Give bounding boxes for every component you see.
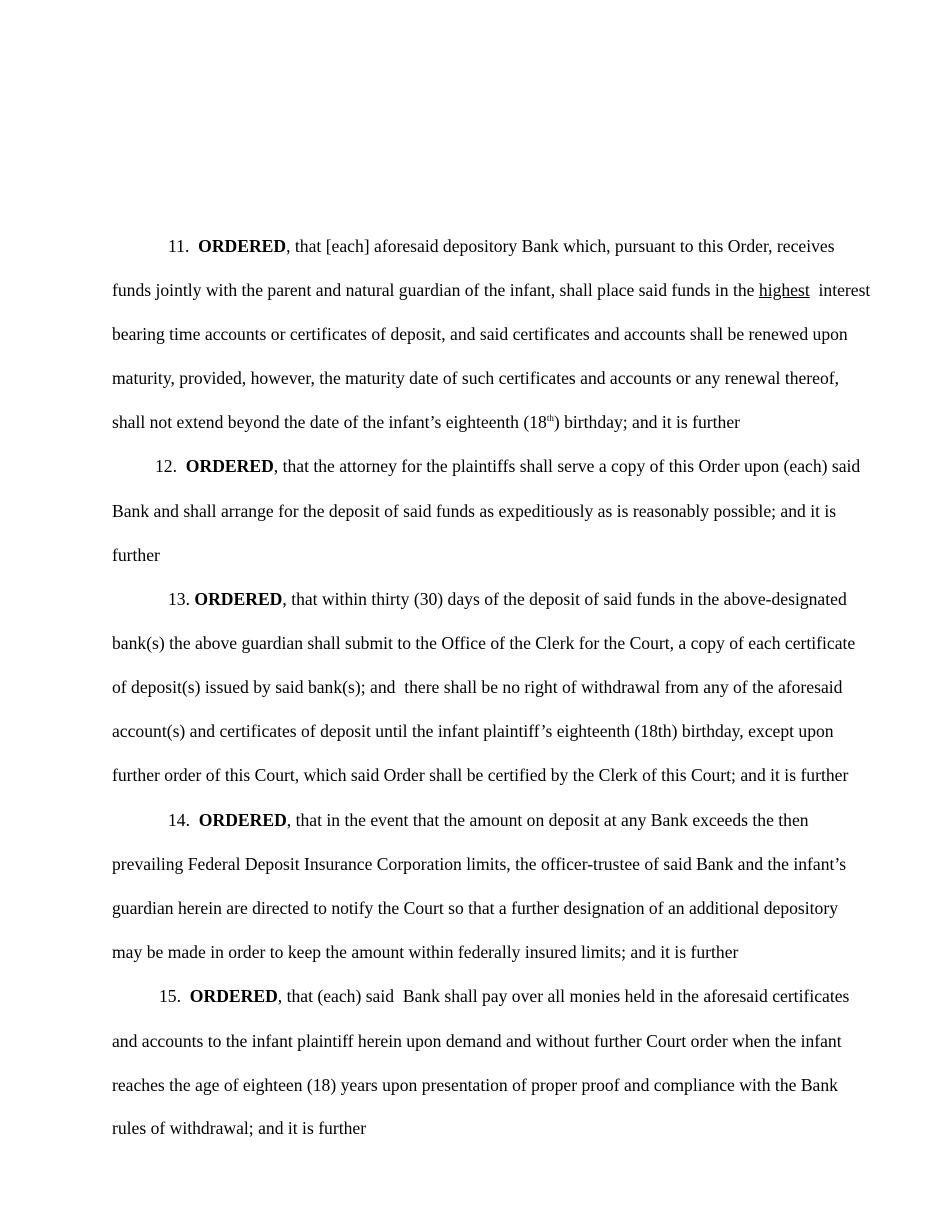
paragraph-12-line-1 [155,455,860,477]
paragraph-14-line-4: may be made in order to keep the amount within federally insured limits; and it is further [112,942,739,962]
paragraph-number: 12. [155,456,177,476]
paragraph-15-line-4: rules of withdrawal; and it is further [112,1118,367,1138]
ordered-keyword: ORDERED [185,456,274,476]
paragraph-11-line-5 [112,411,740,433]
paragraph-13-line-5: further order of this Court, which said Order shall be certified by the Clerk of this Court; and it is further [112,765,849,785]
paragraph-number: 11. [168,236,190,256]
paragraph-11-line-1 [168,235,835,257]
paragraph-text: , that the attorney for the plaintiffs shall serve a copy of this Order upon (each) said [273,456,861,476]
paragraph-text: funds jointly with the parent and natural guardian of the infant, shall place said funds in the [112,280,759,300]
paragraph-text: shall not extend beyond the date of the infant’s eighteenth (18 [112,412,547,432]
paragraph-13-line-3: of deposit(s) issued by said bank(s); and there shall be no right of withdrawal from any of the aforesaid [112,677,843,697]
paragraph-15-line-2: and accounts to the infant plaintiff herein upon demand and without further Court order when the infant [112,1031,842,1051]
paragraph-11-line-2 [112,279,870,301]
paragraph-12-line-3: further [112,545,160,565]
paragraph-text: , that within thirty (30) days of the deposit of said funds in the above-designated [282,589,847,609]
underlined-word-highest: highest [758,280,810,300]
paragraph-text: , that (each) said Bank shall pay over all monies held in the aforesaid certificates [277,986,850,1006]
paragraph-14-line-3: guardian herein are directed to notify the Court so that a further designation of an additional depository [112,898,839,918]
paragraph-11-line-3: bearing time accounts or certificates of deposit, and said certificates and accounts shall be renewed upon [112,324,848,344]
paragraph-14-line-2: prevailing Federal Deposit Insurance Corporation limits, the officer-trustee of said Bank and the infant’s [112,854,847,874]
paragraph-15-line-3: reaches the age of eighteen (18) years upon presentation of proper proof and compliance with the Bank [112,1075,838,1095]
paragraph-number: 15. [159,986,181,1006]
ordered-keyword: ORDERED [198,810,287,830]
paragraph-14-line-1 [168,809,809,831]
paragraph-11-line-4: maturity, provided, however, the maturity date of such certificates and accounts or any renewal thereof, [112,368,840,388]
paragraph-15-line-1 [159,985,849,1007]
paragraph-12-line-2: Bank and shall arrange for the deposit of said funds as expeditiously as is reasonably possible; and it is [112,501,837,521]
paragraph-text: , that [each] aforesaid depository Bank which, pursuant to this Order, receives [286,236,835,256]
paragraph-number: 14. [168,810,190,830]
paragraph-text: ) birthday; and it is further [553,412,741,432]
ordered-keyword: ORDERED [189,986,278,1006]
paragraph-number: 13. [168,589,190,609]
paragraph-13-line-4: account(s) and certificates of deposit until the infant plaintiff’s eighteenth (18th) birthday, except upon [112,721,834,741]
ordered-keyword: ORDERED [194,589,283,609]
superscript-th: th [546,413,554,423]
paragraph-13-line-2: bank(s) the above guardian shall submit to the Office of the Clerk for the Court, a copy of each certificate [112,633,856,653]
paragraph-text: , that in the event that the amount on deposit at any Bank exceeds the then [286,810,809,830]
ordered-keyword: ORDERED [198,236,287,256]
paragraph-13-line-1 [168,588,847,610]
paragraph-text: interest [809,280,871,300]
